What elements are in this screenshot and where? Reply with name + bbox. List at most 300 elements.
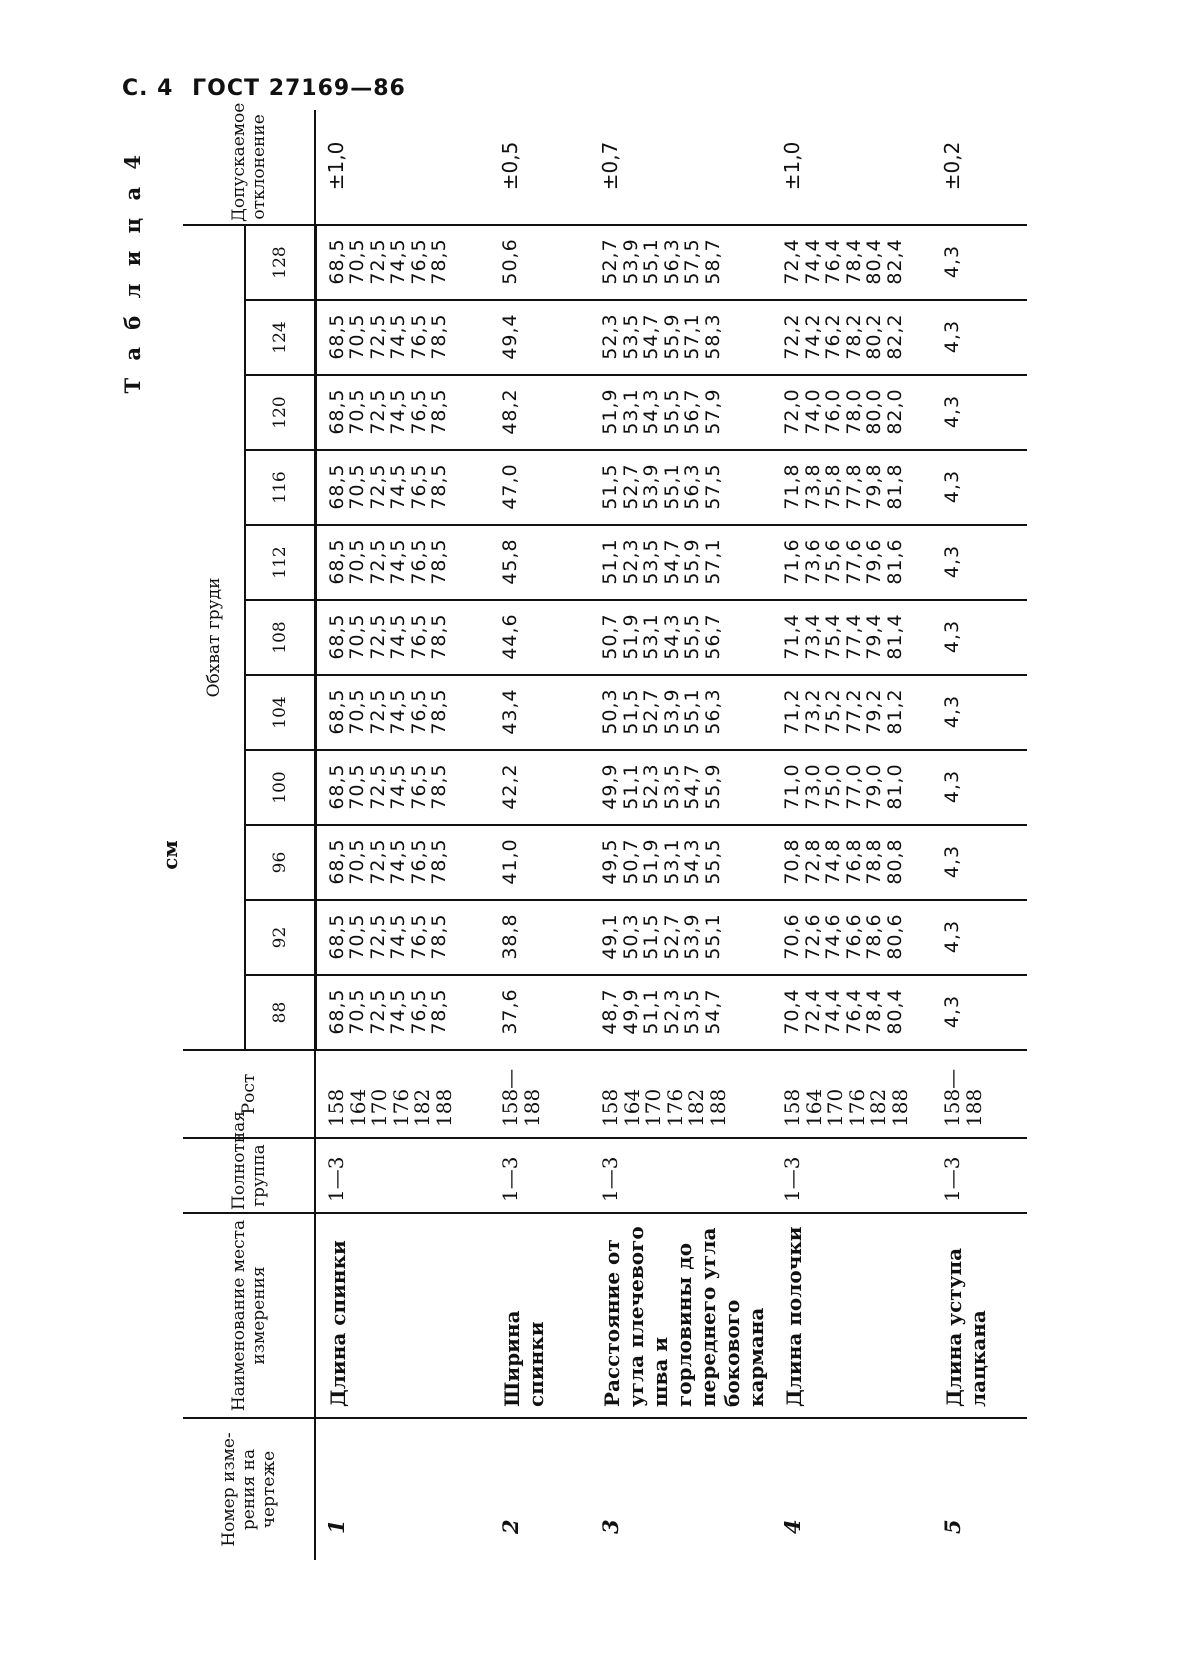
measurement-value: 54,3: [681, 838, 704, 885]
chest-values: [490, 825, 590, 900]
measurement-value: 57,5: [701, 463, 724, 510]
measurement-value: 72,5: [366, 388, 389, 435]
measurement-value: 56,3: [660, 238, 683, 285]
measurement-number: 1: [315, 1418, 490, 1560]
measurement-value: 55,5: [681, 613, 704, 660]
measurement-value: 70,5: [346, 238, 369, 285]
measurement-value: 70,5: [346, 913, 369, 960]
measurement-value: 52,7: [619, 463, 642, 510]
measurement-value: 82,2: [883, 313, 906, 360]
measurement-value: 51,9: [640, 838, 663, 885]
measurement-value: 4,3: [941, 469, 963, 504]
measurement-value: 76,5: [407, 313, 430, 360]
measurement-value: 53,1: [640, 613, 663, 660]
measurement-value: 78,5: [428, 913, 451, 960]
chest-values: [315, 750, 490, 825]
header-name: Наименование места измерения: [183, 1213, 315, 1418]
measurement-value: 81,6: [883, 538, 906, 585]
chest-values: [490, 300, 590, 375]
measurement-value: 74,8: [822, 838, 845, 885]
measurement-name: Расстояние от угла плечевого шва и горловины до переднего угла бокового кармана: [590, 1213, 772, 1418]
chest-values: [772, 825, 932, 900]
measurement-value: 72,5: [366, 988, 389, 1035]
measurement-value: 50,7: [599, 613, 621, 660]
measurement-value: 4,3: [941, 394, 963, 429]
measurement-value: 4,3: [941, 319, 963, 354]
measurement-value: 53,9: [681, 913, 704, 960]
chest-values: [772, 600, 932, 675]
measurement-value: 78,5: [428, 763, 451, 810]
measurement-value: 74,5: [387, 838, 410, 885]
measurement-value: 76,5: [407, 988, 430, 1035]
measurement-value: 74,5: [387, 613, 410, 660]
measurement-value: 71,2: [781, 688, 803, 735]
measurement-value: 47,0: [499, 463, 521, 510]
measurement-value: 77,4: [842, 613, 865, 660]
measurement-value: 56,3: [681, 463, 704, 510]
height-value: 158—: [498, 1068, 522, 1127]
header-chest: Обхват груди: [183, 225, 245, 1050]
measurement-value: 55,9: [660, 313, 683, 360]
measurement-value: 74,5: [387, 313, 410, 360]
chest-values: [932, 600, 1027, 675]
measurement-value: 55,5: [701, 838, 724, 885]
measurement-value: 76,5: [407, 913, 430, 960]
measurement-value: 73,4: [801, 613, 824, 660]
measurement-value: 50,7: [619, 838, 642, 885]
chest-values: [932, 975, 1027, 1050]
height-value: 188: [705, 1088, 730, 1127]
measurement-value: 57,9: [701, 388, 724, 435]
chest-values: [772, 975, 932, 1050]
chest-size: 128: [245, 225, 315, 300]
chest-size: 104: [245, 675, 315, 750]
measurement-value: 75,6: [822, 538, 845, 585]
measurement-value: 52,7: [640, 688, 663, 735]
measurement-value: 78,8: [863, 838, 886, 885]
measurement-value: 52,3: [660, 988, 683, 1035]
measurement-value: 74,5: [387, 913, 410, 960]
measurement-value: 72,6: [801, 913, 824, 960]
measurement-value: 68,5: [325, 988, 348, 1035]
height-value: 188: [431, 1088, 456, 1127]
measurement-value: 73,8: [801, 463, 824, 510]
chest-values: [590, 300, 772, 375]
chest-values: [490, 975, 590, 1050]
measurement-value: 52,7: [660, 913, 683, 960]
tolerance-value: ±1,0: [315, 110, 490, 225]
measurement-value: 74,2: [801, 313, 824, 360]
measurement-value: 68,5: [325, 538, 348, 585]
measurement-value: 72,5: [366, 313, 389, 360]
fullness-group: 1—3: [772, 1138, 932, 1213]
measurement-value: 70,8: [781, 838, 803, 885]
measurement-name: Длина спинки: [315, 1213, 490, 1418]
measurement-value: 70,5: [346, 613, 369, 660]
measurement-value: 78,5: [428, 613, 451, 660]
height-value: 176: [662, 1088, 687, 1127]
measurement-value: 76,5: [407, 688, 430, 735]
measurement-value: 76,5: [407, 238, 430, 285]
tolerance-value: ±0,7: [590, 110, 772, 225]
chest-values: [590, 675, 772, 750]
measurement-value: 77,6: [842, 538, 865, 585]
measurement-value: 70,5: [346, 763, 369, 810]
measurement-value: 74,5: [387, 463, 410, 510]
measurement-value: 41,0: [499, 838, 521, 885]
height-value: 170: [823, 1088, 848, 1127]
measurement-value: 56,3: [701, 688, 724, 735]
measurement-value: 68,5: [325, 238, 348, 285]
measurement-value: 4,3: [941, 244, 963, 279]
chest-values: [590, 600, 772, 675]
measurement-value: 54,3: [640, 388, 663, 435]
fullness-group: 1—3: [315, 1138, 490, 1213]
measurement-value: 70,4: [781, 988, 803, 1035]
chest-size: 120: [245, 375, 315, 450]
measurement-value: 73,2: [801, 688, 824, 735]
chest-values: [315, 450, 490, 525]
rotated-table-area: [120, 102, 1020, 1560]
measurement-value: 74,5: [387, 988, 410, 1035]
chest-values: [490, 450, 590, 525]
measurement-value: 74,4: [822, 988, 845, 1035]
chest-values: [490, 750, 590, 825]
measurement-value: 78,5: [428, 238, 451, 285]
measurement-value: 76,6: [842, 913, 865, 960]
measurement-value: 76,2: [822, 313, 845, 360]
chest-values: [315, 825, 490, 900]
header-tolerance: Допускаемое отклонение: [183, 110, 315, 225]
measurement-value: 74,5: [387, 238, 410, 285]
measurement-value: 82,4: [883, 238, 906, 285]
chest-values: [315, 225, 490, 300]
measurement-value: 78,5: [428, 313, 451, 360]
measurement-value: 51,5: [599, 463, 621, 510]
measurement-value: 51,1: [619, 763, 642, 810]
measurement-value: 49,9: [599, 763, 621, 810]
measurement-value: 76,5: [407, 763, 430, 810]
measurement-value: 70,5: [346, 688, 369, 735]
tolerance-value: ±0,5: [490, 110, 590, 225]
measurement-value: 81,0: [883, 763, 906, 810]
measurement-value: 72,5: [366, 538, 389, 585]
height-value: 164: [801, 1088, 826, 1127]
measurement-value: 71,8: [781, 463, 803, 510]
height-value: 158: [780, 1088, 804, 1127]
measurement-value: 54,7: [640, 313, 663, 360]
measurement-value: 73,6: [801, 538, 824, 585]
chest-values: [772, 900, 932, 975]
measurement-value: 74,0: [801, 388, 824, 435]
measurement-value: 68,5: [325, 763, 348, 810]
height-value: 182: [866, 1088, 891, 1127]
measurement-value: 55,1: [660, 463, 683, 510]
measurement-value: 49,1: [599, 913, 621, 960]
measurement-value: 72,5: [366, 763, 389, 810]
measurement-value: 78,5: [428, 538, 451, 585]
measurement-value: 72,5: [366, 838, 389, 885]
chest-size: 124: [245, 300, 315, 375]
measurement-value: 70,5: [346, 313, 369, 360]
measurement-value: 53,1: [619, 388, 642, 435]
height-value: 164: [619, 1088, 644, 1127]
measurement-number: 3: [590, 1418, 772, 1560]
height-value: 158: [324, 1088, 348, 1127]
table-row: [315, 110, 490, 1560]
table-row: [490, 110, 590, 1560]
measurement-value: 56,7: [681, 388, 704, 435]
measurement-value: 68,5: [325, 313, 348, 360]
measurement-value: 70,5: [346, 988, 369, 1035]
measurement-value: 57,1: [701, 538, 724, 585]
tolerance-value: ±0,2: [932, 110, 1027, 225]
measurement-value: 80,0: [863, 388, 886, 435]
chest-size: 108: [245, 600, 315, 675]
height-value: 188: [519, 1088, 544, 1127]
chest-values: [315, 525, 490, 600]
measurement-value: 55,9: [681, 538, 704, 585]
measurement-value: 53,5: [660, 763, 683, 810]
measurement-value: 68,5: [325, 913, 348, 960]
chest-values: [590, 825, 772, 900]
header-height: Рост: [183, 1050, 315, 1138]
measurement-value: 51,1: [599, 538, 621, 585]
measurement-value: 76,8: [842, 838, 865, 885]
measurement-value: 80,4: [863, 238, 886, 285]
measurement-value: 76,5: [407, 388, 430, 435]
height-value: 158: [598, 1088, 622, 1127]
height-value: 164: [345, 1088, 370, 1127]
measurement-name: Длина уступа лацкана: [932, 1213, 1027, 1418]
chest-size: 116: [245, 450, 315, 525]
measurements-table: [183, 102, 1027, 1560]
height-values: [772, 1050, 932, 1138]
height-value: 158—: [940, 1068, 964, 1127]
measurement-value: 78,5: [428, 463, 451, 510]
measurement-value: 68,5: [325, 688, 348, 735]
chest-values: [490, 225, 590, 300]
chest-size: 96: [245, 825, 315, 900]
measurement-value: 80,4: [883, 988, 906, 1035]
measurement-value: 54,7: [660, 538, 683, 585]
height-value: 170: [641, 1088, 666, 1127]
chest-values: [490, 900, 590, 975]
measurement-value: 81,8: [883, 463, 906, 510]
measurement-value: 53,9: [660, 688, 683, 735]
measurement-value: 72,4: [781, 238, 803, 285]
table-row: [932, 110, 1027, 1560]
measurement-value: 55,1: [701, 913, 724, 960]
measurement-value: 78,5: [428, 688, 451, 735]
measurement-value: 79,0: [863, 763, 886, 810]
measurement-value: 75,4: [822, 613, 845, 660]
chest-size: 112: [245, 525, 315, 600]
table-body: [315, 110, 1027, 1560]
measurement-value: 51,9: [599, 388, 621, 435]
measurement-value: 43,4: [499, 688, 521, 735]
chest-values: [772, 375, 932, 450]
measurement-value: 75,8: [822, 463, 845, 510]
header-num: Номер изме-рения на чертеже: [183, 1418, 315, 1560]
chest-values: [772, 450, 932, 525]
measurement-value: 53,1: [660, 838, 683, 885]
measurement-value: 72,8: [801, 838, 824, 885]
chest-values: [932, 825, 1027, 900]
measurement-value: 51,5: [640, 913, 663, 960]
measurement-value: 71,6: [781, 538, 803, 585]
measurement-value: 70,5: [346, 463, 369, 510]
measurement-value: 70,5: [346, 388, 369, 435]
measurement-value: 58,7: [701, 238, 724, 285]
measurement-value: 70,5: [346, 538, 369, 585]
measurement-value: 54,7: [681, 763, 704, 810]
measurement-value: 78,6: [863, 913, 886, 960]
measurement-value: 70,5: [346, 838, 369, 885]
table-row: [590, 110, 772, 1560]
measurement-value: 49,9: [619, 988, 642, 1035]
table-row: [772, 110, 932, 1560]
measurement-value: 68,5: [325, 838, 348, 885]
measurement-value: 57,5: [681, 238, 704, 285]
measurement-value: 79,8: [863, 463, 886, 510]
measurement-value: 42,2: [499, 763, 521, 810]
height-value: 170: [367, 1088, 392, 1127]
measurement-value: 80,8: [883, 838, 906, 885]
measurement-value: 48,7: [599, 988, 621, 1035]
measurement-value: 4,3: [941, 919, 963, 954]
measurement-value: 78,4: [863, 988, 886, 1035]
measurement-value: 55,1: [640, 238, 663, 285]
chest-values: [772, 675, 932, 750]
chest-values: [590, 900, 772, 975]
measurement-value: 77,2: [842, 688, 865, 735]
measurement-value: 49,4: [499, 313, 521, 360]
measurement-value: 80,6: [883, 913, 906, 960]
measurement-value: 4,3: [941, 994, 963, 1029]
chest-values: [590, 750, 772, 825]
measurement-value: 4,3: [941, 694, 963, 729]
fullness-group: 1—3: [932, 1138, 1027, 1213]
measurement-name: Длина полочки: [772, 1213, 932, 1418]
height-values: [490, 1050, 590, 1138]
measurement-value: 4,3: [941, 544, 963, 579]
measurement-name: Ширина спинки: [490, 1213, 590, 1418]
chest-size: 100: [245, 750, 315, 825]
chest-values: [932, 525, 1027, 600]
height-value: 182: [410, 1088, 435, 1127]
measurement-value: 45,8: [499, 538, 521, 585]
chest-values: [490, 600, 590, 675]
height-values: [932, 1050, 1027, 1138]
measurement-value: 79,4: [863, 613, 886, 660]
chest-values: [932, 675, 1027, 750]
measurement-value: 53,9: [619, 238, 642, 285]
measurement-value: 72,5: [366, 913, 389, 960]
height-value: 176: [844, 1088, 869, 1127]
chest-values: [772, 300, 932, 375]
measurement-value: 74,6: [822, 913, 845, 960]
chest-values: [315, 675, 490, 750]
measurement-value: 78,2: [842, 313, 865, 360]
chest-values: [772, 750, 932, 825]
height-value: 188: [887, 1088, 912, 1127]
measurement-value: 76,4: [842, 988, 865, 1035]
fullness-group: 1—3: [490, 1138, 590, 1213]
measurement-value: 55,1: [681, 688, 704, 735]
chest-values: [932, 300, 1027, 375]
measurement-value: 72,5: [366, 613, 389, 660]
measurement-value: 4,3: [941, 769, 963, 804]
chest-size: 88: [245, 975, 315, 1050]
measurement-value: 76,0: [822, 388, 845, 435]
measurement-value: 77,8: [842, 463, 865, 510]
measurement-value: 58,3: [701, 313, 724, 360]
measurement-value: 4,3: [941, 619, 963, 654]
measurement-value: 53,9: [640, 463, 663, 510]
chest-values: [932, 375, 1027, 450]
measurement-value: 76,5: [407, 463, 430, 510]
measurement-value: 76,5: [407, 538, 430, 585]
measurement-value: 76,5: [407, 613, 430, 660]
measurement-value: 54,3: [660, 613, 683, 660]
chest-values: [490, 675, 590, 750]
measurement-value: 79,6: [863, 538, 886, 585]
measurement-value: 51,1: [640, 988, 663, 1035]
measurement-value: 75,2: [822, 688, 845, 735]
measurement-value: 74,5: [387, 763, 410, 810]
measurement-value: 55,5: [660, 388, 683, 435]
measurement-value: 74,5: [387, 388, 410, 435]
height-values: [315, 1050, 490, 1138]
page-header: [122, 76, 416, 101]
measurement-value: 76,5: [407, 838, 430, 885]
chest-size: 92: [245, 900, 315, 975]
standard-number: ГОСТ 27169—86: [192, 76, 406, 101]
height-value: 176: [388, 1088, 413, 1127]
measurement-value: 68,5: [325, 613, 348, 660]
measurement-value: 70,6: [781, 913, 803, 960]
measurement-value: 76,4: [822, 238, 845, 285]
table-caption: Т а б л и ц а 4: [120, 150, 145, 394]
measurement-value: 48,2: [499, 388, 521, 435]
measurement-value: 72,5: [366, 463, 389, 510]
measurement-value: 78,5: [428, 388, 451, 435]
measurement-value: 81,2: [883, 688, 906, 735]
fullness-group: 1—3: [590, 1138, 772, 1213]
measurement-value: 53,5: [640, 538, 663, 585]
chest-values: [932, 450, 1027, 525]
measurement-value: 74,5: [387, 688, 410, 735]
measurement-value: 68,5: [325, 388, 348, 435]
measurement-value: 74,5: [387, 538, 410, 585]
measurement-value: 51,9: [619, 613, 642, 660]
chest-values: [590, 525, 772, 600]
measurement-value: 82,0: [883, 388, 906, 435]
measurement-value: 56,7: [701, 613, 724, 660]
measurement-value: 53,5: [681, 988, 704, 1035]
measurement-value: 81,4: [883, 613, 906, 660]
measurement-value: 52,7: [599, 238, 621, 285]
chest-values: [490, 375, 590, 450]
chest-values: [932, 225, 1027, 300]
chest-values: [932, 750, 1027, 825]
measurement-value: 52,3: [640, 763, 663, 810]
measurement-value: 72,2: [781, 313, 803, 360]
measurement-value: 54,7: [701, 988, 724, 1035]
chest-values: [590, 225, 772, 300]
measurement-value: 4,3: [941, 844, 963, 879]
